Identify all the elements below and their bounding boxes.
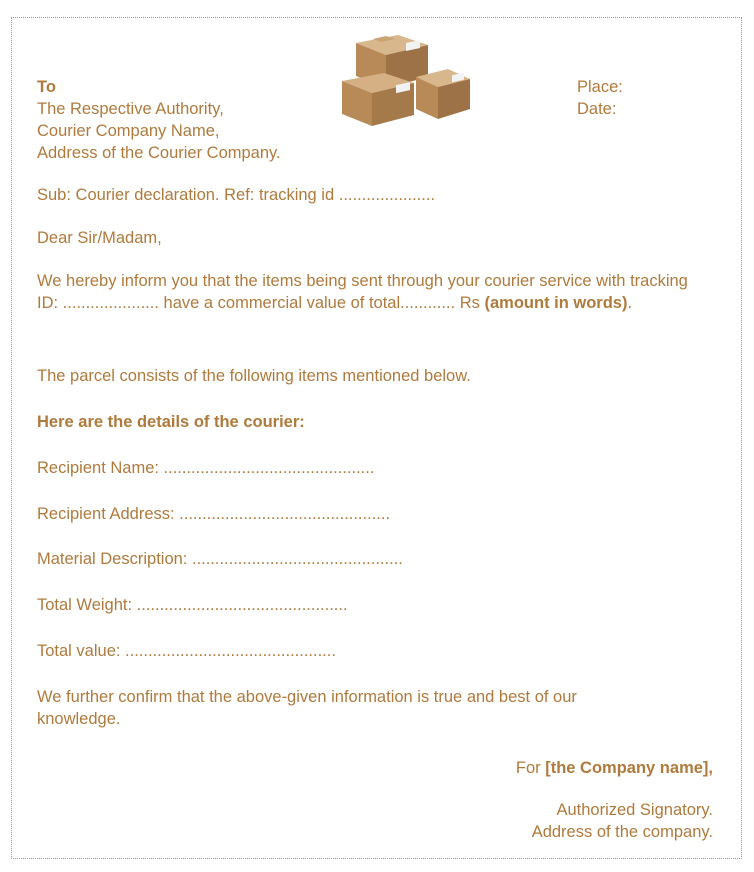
cardboard-boxes-icon — [340, 33, 472, 128]
company-name: [the Company name], — [545, 759, 713, 777]
date-label: Date: — [577, 100, 617, 118]
recipient-name-field: Recipient Name: .............................................. — [37, 459, 375, 477]
amount-in-words: (amount in words) — [484, 294, 628, 312]
subject-line: Sub: Courier declaration. Ref: tracking id ..................... — [37, 186, 435, 204]
address-line-1: The Respective Authority, — [37, 100, 224, 118]
place-label: Place: — [577, 78, 623, 96]
recipient-address-field: Recipient Address: .............................................. — [37, 505, 391, 523]
confirmation-paragraph: We further confirm that the above-given information is true and best of our knowledge. — [37, 688, 577, 728]
address-line-2: Courier Company Name, — [37, 122, 220, 140]
closing-for: For — [515, 759, 546, 777]
address-line-3: Address of the Courier Company. — [37, 144, 281, 162]
details-heading: Here are the details of the courier: — [37, 413, 305, 431]
total-value-field: Total value: .............................................. — [37, 642, 336, 660]
value-paragraph-text: We hereby inform you that the items being sent through your courier service with tracking ID: ..................... have a commercial value of total............ Rs — [37, 272, 688, 312]
material-description-field: Material Description: .............................................. — [37, 550, 403, 568]
parcel-paragraph: The parcel consists of the following items mentioned below. — [37, 367, 471, 385]
closing-line — [516, 757, 713, 779]
company-address: Address of the company. — [531, 823, 713, 841]
authorized-signatory: Authorized Signatory. — [556, 801, 713, 819]
value-paragraph-end: . — [627, 294, 633, 312]
salutation: Dear Sir/Madam, — [37, 229, 162, 247]
value-paragraph — [37, 270, 697, 314]
total-weight-field: Total Weight: .............................................. — [37, 596, 348, 614]
to-label: To — [37, 78, 56, 96]
